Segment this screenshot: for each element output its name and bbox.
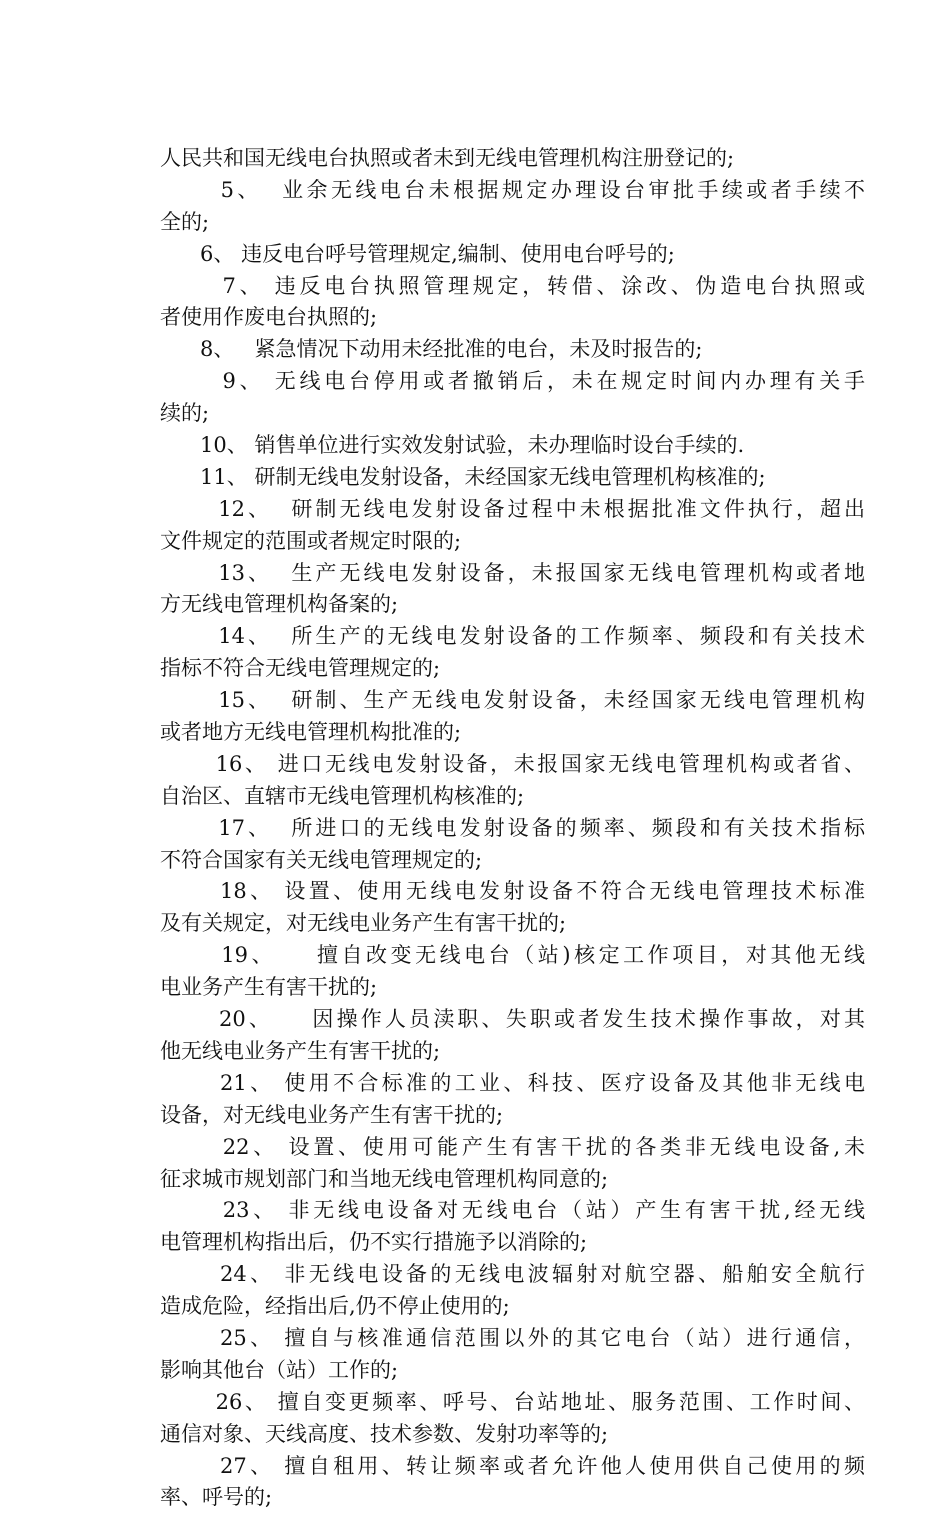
document-text-line: 22、 设置、使用可能产生有害干扰的各类非无线电设备,未 <box>160 1134 865 1159</box>
document-text-line: 5、 业余无线电台未根据规定办理设台审批手续或者手续不 <box>160 177 865 202</box>
document-text-line: 率、呼号的; <box>160 1485 273 1510</box>
document-text-line: 23、 非无线电设备对无线电台（站）产生有害干扰,经无线 <box>160 1198 865 1223</box>
document-text-line: 7、 违反电台执照管理规定，转借、涂改、伪造电台执照或 <box>160 273 865 298</box>
document-text-line: 不符合国家有关无线电管理规定的; <box>160 847 483 872</box>
document-text-line: 及有关规定，对无线电业务产生有害干扰的; <box>160 911 567 936</box>
document-text-line: 27、 擅自租用、转让频率或者允许他人使用供自己使用的频 <box>160 1453 865 1478</box>
document-text-line: 16、 进口无线电发射设备，未报国家无线电管理机构或者省、 <box>160 751 865 776</box>
document-text-line: 人民共和国无线电台执照或者未到无线电管理机构注册登记的; <box>160 146 735 170</box>
document-text-line: 12、 研制无线电发射设备过程中未根据批准文件执行，超出 <box>160 496 865 521</box>
document-text-line: 26、 擅自变更频率、呼号、台站地址、服务范围、工作时间、 <box>160 1389 865 1414</box>
document-text-line: 自治区、直辖市无线电管理机构核准的; <box>160 783 525 808</box>
document-text-line: 造成危险，经指出后,仍不停止使用的; <box>160 1294 510 1319</box>
document-body <box>160 143 865 1514</box>
document-text-line: 续的; <box>160 401 210 426</box>
document-text-line: 19、 擅自改变无线电台（站)核定工作项目，对其他无线 <box>160 943 865 968</box>
document-text-line: 14、 所生产的无线电发射设备的工作频率、频段和有关技术 <box>160 624 865 649</box>
document-text-line: 影响其他台（站）工作的; <box>160 1357 399 1382</box>
document-text-line: 他无线电业务产生有害干扰的; <box>160 1038 441 1063</box>
document-text-line: 电业务产生有害干扰的; <box>160 975 378 1000</box>
document-text-line: 25、 擅自与核准通信范围以外的其它电台（站）进行通信， <box>160 1325 865 1350</box>
document-text-line: 20、 因操作人员渎职、失职或者发生技术操作事故，对其 <box>160 1007 865 1032</box>
document-text-line: 13、 生产无线电发射设备，未报国家无线电管理机构或者地 <box>160 560 865 585</box>
document-text-line: 15、 研制、生产无线电发射设备，未经国家无线电管理机构 <box>160 688 865 713</box>
document-text-line: 17、 所进口的无线电发射设备的频率、频段和有关技术指标 <box>160 815 865 840</box>
document-text-line: 8、 紧急情况下动用未经批准的电台，未及时报告的; <box>160 337 703 362</box>
document-text-line: 者使用作废电台执照的; <box>160 305 378 330</box>
document-text-line: 全的; <box>160 209 210 234</box>
document-text-line: 18、 设置、使用无线电发射设备不符合无线电管理技术标准 <box>160 879 865 904</box>
document-text-line: 设备，对无线电业务产生有害干扰的; <box>160 1102 504 1127</box>
document-text-line: 21、 使用不合标准的工业、科技、医疗设备及其他非无线电 <box>160 1070 865 1095</box>
document-text-line: 征求城市规划部门和当地无线电管理机构同意的; <box>160 1166 609 1191</box>
document-text-line: 9、 无线电台停用或者撤销后，未在规定时间内办理有关手 <box>160 369 865 394</box>
document-text-line: 电管理机构指出后，仍不实行措施予以消除的; <box>160 1230 588 1255</box>
document-text-line: 文件规定的范围或者规定时限的; <box>160 528 462 553</box>
document-text-line: 方无线电管理机构备案的; <box>160 592 399 617</box>
document-text-line: 6、 违反电台呼号管理规定,编制、使用电台呼号的; <box>160 241 675 266</box>
document-text-line: 通信对象、天线高度、技术参数、发射功率等的; <box>160 1421 609 1446</box>
document-text-line: 10、 销售单位进行实效发射试验，未办理临时设台手续的. <box>160 433 745 458</box>
document-text-line: 24、 非无线电设备的无线电波辐射对航空器、船舶安全航行 <box>160 1262 865 1287</box>
document-text-line: 11、 研制无线电发射设备，未经国家无线电管理机构核准的; <box>160 464 766 489</box>
document-text-line: 指标不符合无线电管理规定的; <box>160 656 441 681</box>
document-text-line: 或者地方无线电管理机构批准的; <box>160 720 462 745</box>
